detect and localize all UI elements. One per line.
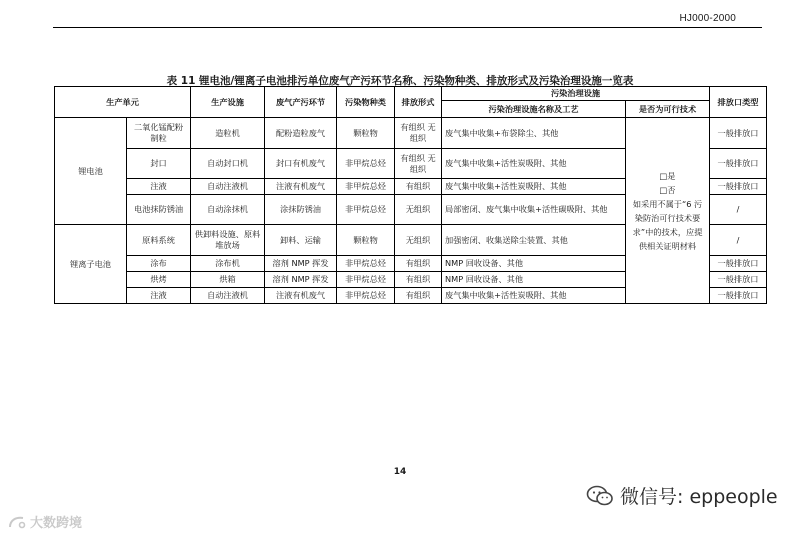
document-code: HJ000-2000 — [679, 13, 736, 24]
header-treatment-group: 污染治理设施 — [442, 87, 710, 101]
watermark — [8, 512, 82, 531]
wechat-account — [586, 482, 778, 509]
sub-unit-cell: 注液 — [127, 288, 191, 304]
table-title: 表 11 锂电池/锂离子电池排污单位废气产污环节名称、污染物种类、排放形式及污染治理设施一览表 — [166, 75, 634, 87]
sub-unit-cell: 注液 — [127, 179, 191, 195]
pollutant-cell: 非甲烷总烃 — [337, 256, 395, 272]
feasible-note-cell — [626, 118, 710, 304]
header-feasible: 是否为可行技术 — [626, 101, 710, 118]
pollutant-cell: 非甲烷总烃 — [337, 195, 395, 225]
sub-unit-cell: 原料系统 — [127, 225, 191, 256]
emission-link-cell: 注液有机废气 — [265, 288, 337, 304]
outlet-cell: 一般排放口 — [710, 288, 767, 304]
header-production-facility: 生产设施 — [191, 87, 265, 118]
sub-unit-cell: 二氧化锰配粉制粒 — [127, 118, 191, 149]
emission-form-cell: 无组织 — [395, 195, 442, 225]
header-pollutant-type: 污染物种类 — [337, 87, 395, 118]
treatment-cell: 废气集中收集+布袋除尘、其他 — [442, 118, 626, 149]
watermark-text: 大数跨境 — [30, 516, 83, 531]
option-yes: □是 — [659, 170, 676, 181]
facility-cell: 自动注液机 — [191, 288, 265, 304]
sub-unit-cell: 封口 — [127, 149, 191, 179]
facility-cell: 烘箱 — [191, 272, 265, 288]
treatment-cell: 废气集中收集+活性炭吸附、其他 — [442, 179, 626, 195]
emission-form-cell: 有组织 — [395, 256, 442, 272]
header-emission-form: 排放形式 — [395, 87, 442, 118]
facility-cell: 自动涂抹机 — [191, 195, 265, 225]
facility-cell: 涂布机 — [191, 256, 265, 272]
emission-link-cell: 涂抹防锈油 — [265, 195, 337, 225]
treatment-cell: 局部密闭、废气集中收集+活性碳吸附、其他 — [442, 195, 626, 225]
outlet-cell: / — [710, 195, 767, 225]
pollutant-cell: 非甲烷总烃 — [337, 272, 395, 288]
emission-link-cell: 封口有机废气 — [265, 149, 337, 179]
header-emission-link: 废气产污环节 — [265, 87, 337, 118]
treatment-cell: NMP 回收设备、其他 — [442, 256, 626, 272]
outlet-cell: 一般排放口 — [710, 179, 767, 195]
header-outlet-type: 排放口类型 — [710, 87, 767, 118]
treatment-cell: 废气集中收集+活性炭吸附、其他 — [442, 288, 626, 304]
pollutant-cell: 非甲烷总烃 — [337, 179, 395, 195]
header-treatment-name: 污染治理设施名称及工艺 — [442, 101, 626, 118]
sub-unit-cell: 烘烤 — [127, 272, 191, 288]
emission-link-cell: 注液有机废气 — [265, 179, 337, 195]
outlet-cell: 一般排放口 — [710, 149, 767, 179]
pollutant-cell: 非甲烷总烃 — [337, 288, 395, 304]
watermark-logo-icon — [8, 515, 26, 529]
emission-form-cell: 有组织 无组织 — [395, 149, 442, 179]
facility-cell: 自动封口机 — [191, 149, 265, 179]
emission-link-cell: 溶剂 NMP 挥发 — [265, 272, 337, 288]
emission-form-cell: 有组织 无组织 — [395, 118, 442, 149]
outlet-cell: 一般排放口 — [710, 256, 767, 272]
emission-form-cell: 有组织 — [395, 288, 442, 304]
pollutant-cell: 颗粒物 — [337, 225, 395, 256]
emission-link-cell: 配粉造粒废气 — [265, 118, 337, 149]
unit-cell: 锂电池 — [55, 118, 127, 225]
table-row — [55, 118, 767, 149]
header-production-unit: 生产单元 — [55, 87, 191, 118]
treatment-cell: 加强密闭、收集送除尘装置、其他 — [442, 225, 626, 256]
emission-table — [54, 86, 767, 304]
header-rule — [53, 27, 762, 28]
emission-form-cell: 有组织 — [395, 179, 442, 195]
pollutant-cell: 颗粒物 — [337, 118, 395, 149]
facility-cell: 自动注液机 — [191, 179, 265, 195]
option-no: □否 — [659, 184, 676, 195]
sub-unit-cell: 电池抹防锈油 — [127, 195, 191, 225]
page-number: 14 — [393, 467, 407, 477]
emission-form-cell: 无组织 — [395, 225, 442, 256]
outlet-cell: 一般排放口 — [710, 118, 767, 149]
wechat-id-text: 微信号: eppeople — [620, 486, 778, 508]
treatment-cell: NMP 回收设备、其他 — [442, 272, 626, 288]
feasible-note-text: 如采用不属于“6 污染防治可行技术要求”中的技术，应提供相关证明材料 — [632, 198, 703, 251]
facility-cell: 造粒机 — [191, 118, 265, 149]
outlet-cell: 一般排放口 — [710, 272, 767, 288]
pollutant-cell: 非甲烷总烃 — [337, 149, 395, 179]
unit-cell: 锂离子电池 — [55, 225, 127, 304]
treatment-cell: 废气集中收集+活性炭吸附、其他 — [442, 149, 626, 179]
emission-link-cell: 卸料、运输 — [265, 225, 337, 256]
emission-link-cell: 溶剂 NMP 挥发 — [265, 256, 337, 272]
wechat-icon — [586, 484, 614, 508]
facility-cell: 供卸料设施、原料堆放场 — [191, 225, 265, 256]
sub-unit-cell: 涂布 — [127, 256, 191, 272]
outlet-cell: / — [710, 225, 767, 256]
emission-form-cell: 有组织 — [395, 272, 442, 288]
